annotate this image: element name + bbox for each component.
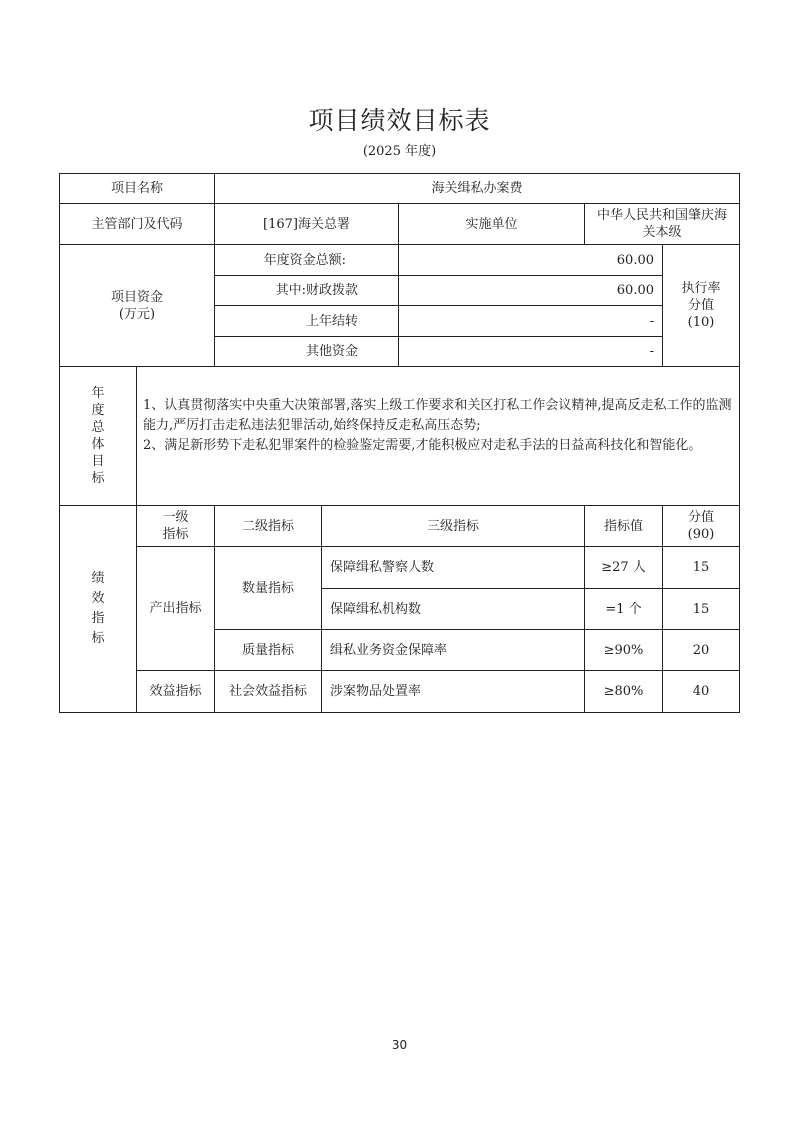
- score-label: 执行率分值: [681, 281, 721, 313]
- project-name-value: 海关缉私办案费: [431, 181, 523, 196]
- funds-label-cell: [60, 245, 214, 366]
- page-number: 30: [391, 1038, 408, 1052]
- indicator-score: 15: [692, 560, 710, 575]
- funds-row-value: 60.00: [616, 252, 654, 268]
- project-name-label: 项目名称: [110, 181, 163, 196]
- score-value: (10): [687, 315, 715, 330]
- indicator-score: 15: [692, 601, 710, 617]
- indicator-name: 保障缉私机构数: [330, 601, 422, 617]
- header-level3: 三级指标: [426, 518, 479, 534]
- header-level2: 二级指标: [241, 518, 294, 534]
- indicator-value: ≥80%: [603, 684, 644, 699]
- indicator-value: =1 个: [605, 601, 642, 617]
- page-title: 项目绩效目标表: [308, 106, 491, 135]
- dept-label: 主管部门及代码: [91, 216, 183, 232]
- indicator-value: ≥27 人: [601, 560, 646, 575]
- indicators-label: 绩效指标: [91, 571, 105, 646]
- funds-row-value: -: [649, 313, 654, 329]
- goal-content: [137, 396, 739, 496]
- group-output: 产出指标: [149, 601, 202, 616]
- goal-label-cell: [60, 367, 136, 505]
- dept-value: [167]海关总署: [263, 216, 350, 232]
- funds-row-value: -: [649, 344, 654, 359]
- header-value: 指标值: [603, 518, 643, 534]
- sub-quality: 质量指标: [241, 642, 294, 658]
- indicator-name: 缉私业务资金保障率: [330, 642, 448, 658]
- unit-label: 实施单位: [465, 216, 518, 232]
- unit-value: 中华人民共和国肇庆海关本级: [596, 208, 727, 240]
- funds-row-label: 其中:财政拨款: [275, 283, 358, 298]
- indicator-score: 20: [692, 642, 710, 658]
- funds-row-label: 年度资金总额:: [263, 252, 346, 268]
- header-level1: 一级指标: [162, 510, 189, 542]
- sub-social: 社会效益指标: [228, 684, 307, 699]
- funds-row-label: 上年结转: [305, 313, 358, 329]
- funds-label-unit: (万元): [118, 306, 156, 322]
- funds-row-label: 其他资金: [305, 344, 358, 359]
- indicator-name: 涉案物品处置率: [330, 684, 422, 699]
- goal-line: 1、认真贯彻落实中央重大决策部署,落实上级工作要求和关区打私工作会议精神,提高反走私工作的监测能力,严厉打击走私违法犯罪活动,始终保持反走私高压态势;: [143, 398, 732, 433]
- group-benefit: 效益指标: [149, 684, 202, 699]
- indicator-value: ≥90%: [603, 642, 644, 658]
- goal-line: 2、满足新形势下走私犯罪案件的检验鉴定需要,才能积极应对走私手法的日益高科技化和智能化。: [143, 438, 702, 453]
- page-subtitle: (2025 年度): [362, 144, 437, 159]
- funds-row-value: 60.00: [616, 283, 654, 298]
- funds-label: 项目资金: [110, 289, 163, 305]
- goal-label: 年度总体目标: [91, 386, 105, 486]
- header-score: 分值 (90): [687, 510, 715, 542]
- indicators-label-cell: [60, 506, 136, 712]
- sub-quantity: 数量指标: [241, 580, 294, 596]
- score-cell: [663, 245, 739, 366]
- indicator-score: 40: [692, 684, 710, 699]
- indicator-name: 保障缉私警察人数: [330, 560, 435, 575]
